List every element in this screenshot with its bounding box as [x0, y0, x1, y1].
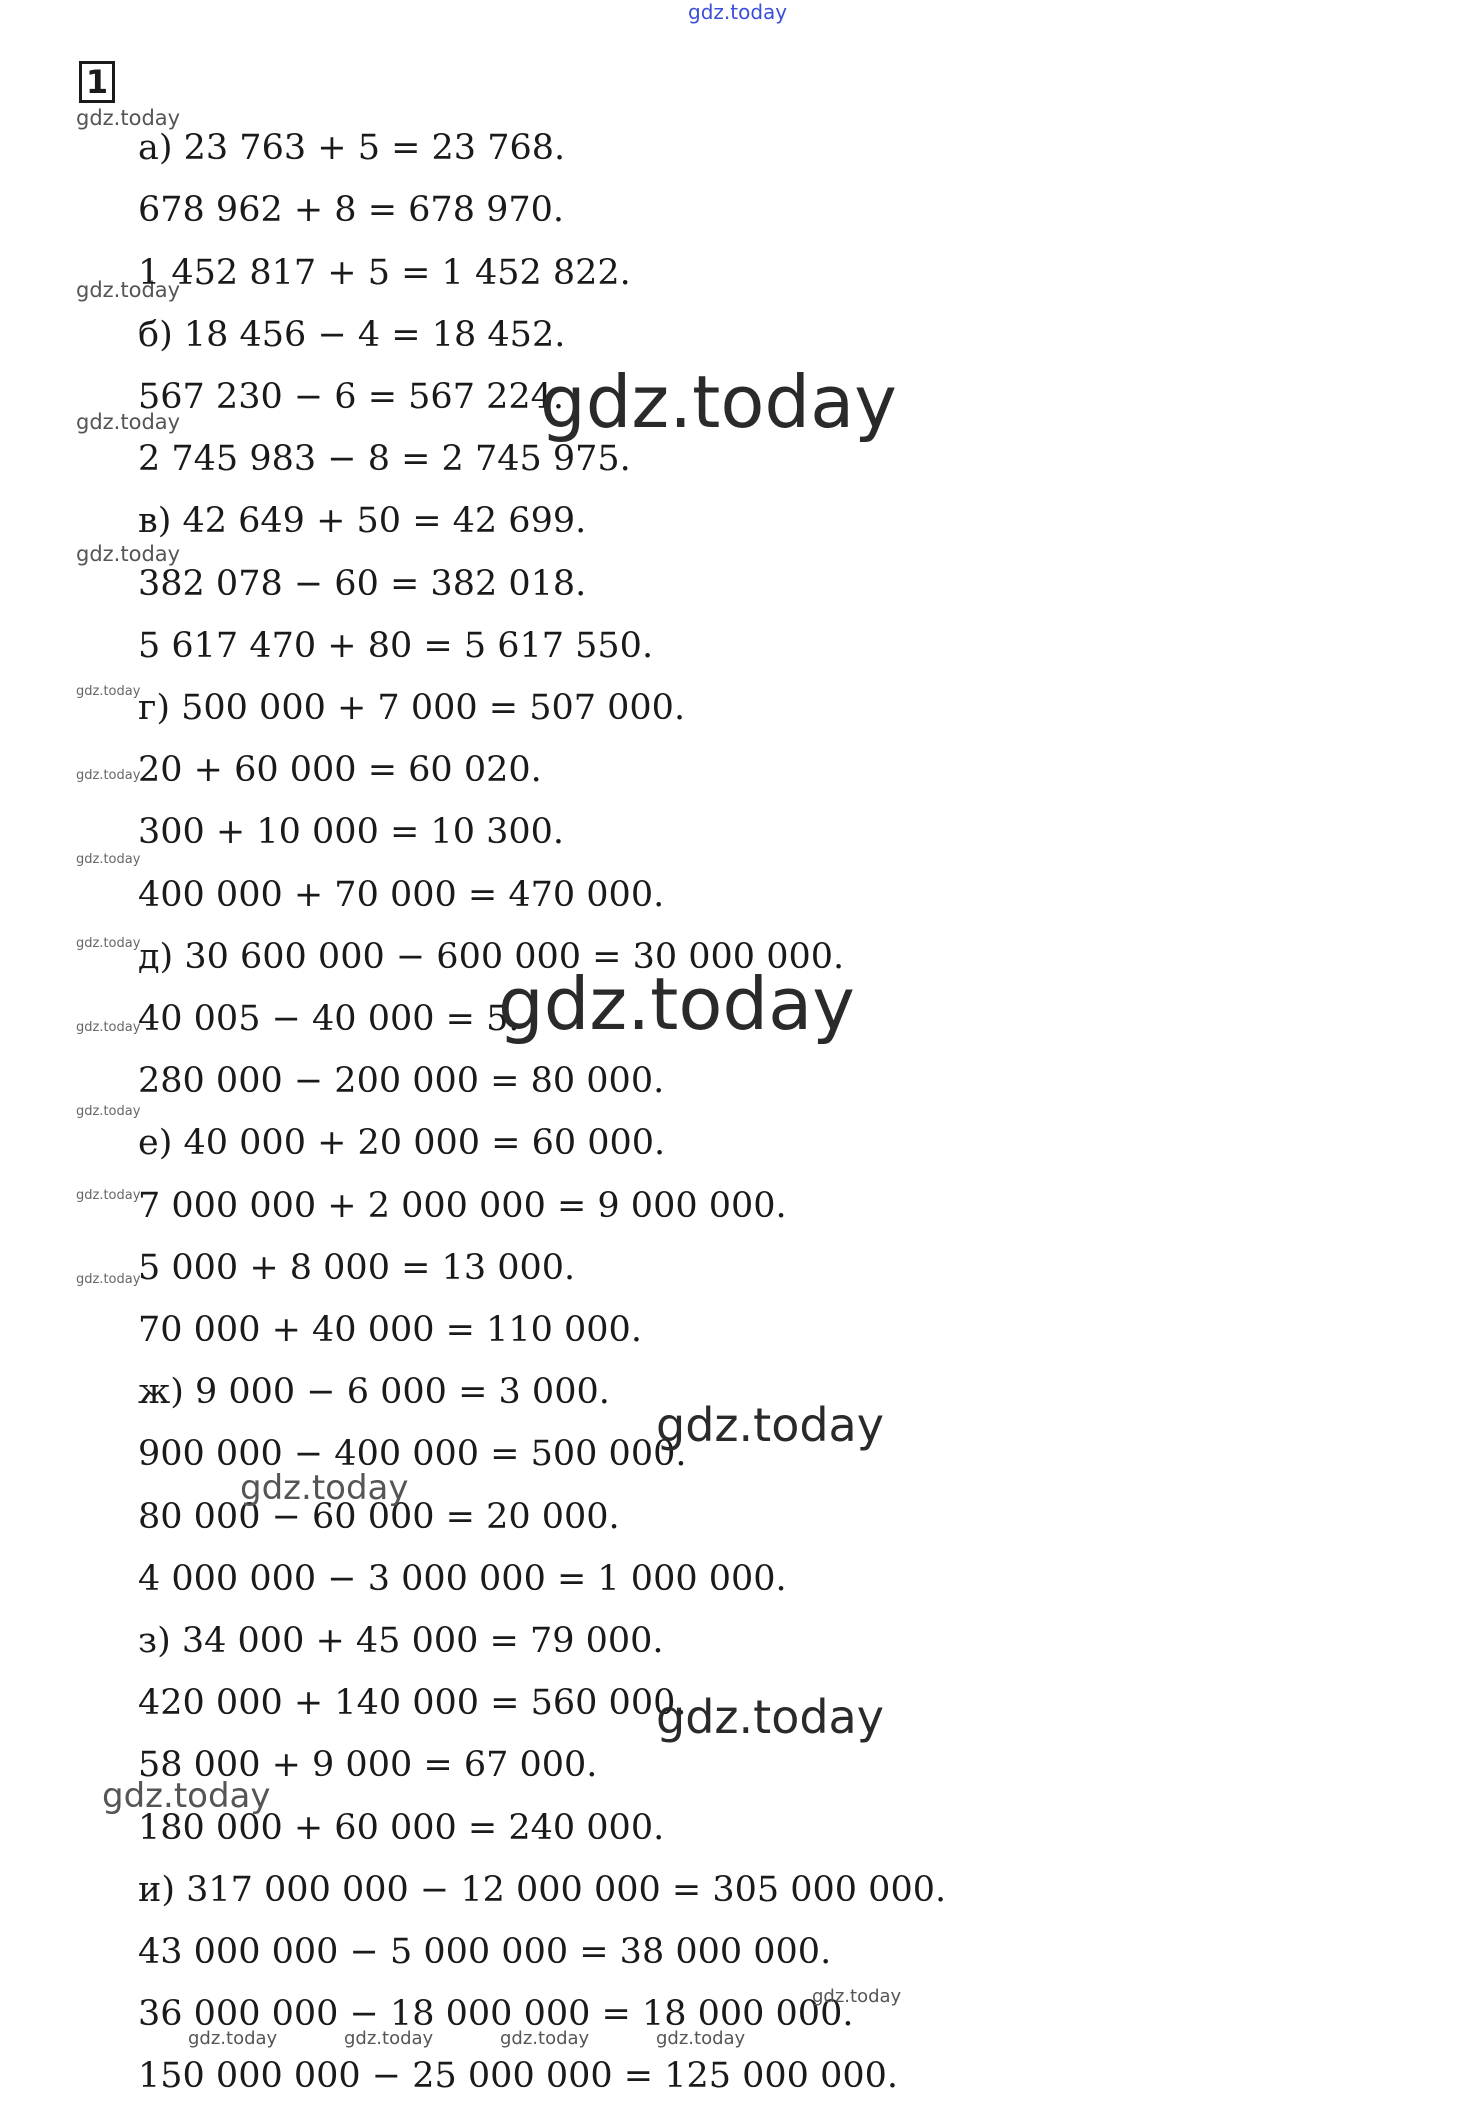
equation-line: 70 000 + 40 000 = 110 000.: [138, 1310, 642, 1350]
equation-line: 58 000 + 9 000 = 67 000.: [138, 1745, 598, 1785]
equation-line: 43 000 000 − 5 000 000 = 38 000 000.: [138, 1932, 832, 1972]
equation-line: 567 230 − 6 = 567 224.: [138, 377, 565, 417]
equation-line: 7 000 000 + 2 000 000 = 9 000 000.: [138, 1186, 787, 1226]
watermark-small: gdz.today: [76, 106, 181, 130]
equation-line: 2 745 983 − 8 = 2 745 975.: [138, 439, 631, 479]
watermark-small: gdz.today: [76, 410, 181, 434]
equation-line: 4 000 000 − 3 000 000 = 1 000 000.: [138, 1559, 787, 1599]
equation-line: г) 500 000 + 7 000 = 507 000.: [138, 688, 686, 728]
watermark-small: gdz.today: [76, 278, 181, 302]
equation-line: 420 000 + 140 000 = 560 000.: [138, 1683, 687, 1723]
equation-line: 900 000 − 400 000 = 500 000.: [138, 1434, 687, 1474]
watermark-footer: gdz.today: [812, 1986, 902, 2007]
watermark-tiny: gdz.today: [76, 1188, 141, 1203]
watermark-tiny: gdz.today: [76, 1104, 141, 1119]
watermark-footer: gdz.today: [656, 2028, 746, 2049]
equation-line: 36 000 000 − 18 000 000 = 18 000 000.: [138, 1994, 854, 2034]
top-watermark: gdz.today: [688, 0, 788, 24]
equation-line: а) 23 763 + 5 = 23 768.: [138, 128, 566, 168]
watermark-tiny: gdz.today: [76, 768, 141, 783]
watermark-tiny: gdz.today: [76, 852, 141, 867]
equation-line: 5 000 + 8 000 = 13 000.: [138, 1248, 576, 1288]
watermark-tiny: gdz.today: [76, 936, 141, 951]
watermark-footer: gdz.today: [344, 2028, 434, 2049]
task-number: 1: [79, 61, 115, 103]
watermark-tiny: gdz.today: [76, 1272, 141, 1287]
watermark-large: gdz.today: [498, 962, 855, 1046]
watermark-medium: gdz.today: [656, 1398, 884, 1452]
equation-line: 678 962 + 8 = 678 970.: [138, 190, 565, 230]
equation-line: 300 + 10 000 = 10 300.: [138, 812, 565, 852]
watermark-small: gdz.today: [76, 542, 181, 566]
watermark-tiny: gdz.today: [76, 1020, 141, 1035]
watermark-footer: gdz.today: [188, 2028, 278, 2049]
equation-line: з) 34 000 + 45 000 = 79 000.: [138, 1621, 664, 1661]
watermark-medium: gdz.today: [656, 1690, 884, 1744]
watermark-medium: gdz.today: [240, 1468, 409, 1508]
equation-line: 400 000 + 70 000 = 470 000.: [138, 875, 665, 915]
equation-line: 382 078 − 60 = 382 018.: [138, 564, 587, 604]
equation-line: б) 18 456 − 4 = 18 452.: [138, 315, 566, 355]
watermark-footer: gdz.today: [500, 2028, 590, 2049]
equation-line: и) 317 000 000 − 12 000 000 = 305 000 000.: [138, 1870, 947, 1910]
equation-line: 5 617 470 + 80 = 5 617 550.: [138, 626, 654, 666]
equation-line: 150 000 000 − 25 000 000 = 125 000 000.: [138, 2056, 899, 2096]
equation-line: 40 005 − 40 000 = 5.: [138, 999, 520, 1039]
equation-line: 1 452 817 + 5 = 1 452 822.: [138, 253, 631, 293]
equation-line: д) 30 600 000 − 600 000 = 30 000 000.: [138, 937, 845, 977]
equation-line: 280 000 − 200 000 = 80 000.: [138, 1061, 665, 1101]
watermark-tiny: gdz.today: [76, 684, 141, 699]
equation-line: е) 40 000 + 20 000 = 60 000.: [138, 1123, 666, 1163]
equation-line: 20 + 60 000 = 60 020.: [138, 750, 542, 790]
equation-line: ж) 9 000 − 6 000 = 3 000.: [138, 1372, 610, 1412]
watermark-large: gdz.today: [540, 360, 897, 444]
equation-line: 80 000 − 60 000 = 20 000.: [138, 1497, 620, 1537]
equation-line: в) 42 649 + 50 = 42 699.: [138, 501, 587, 541]
equation-line: 180 000 + 60 000 = 240 000.: [138, 1808, 665, 1848]
watermark-medium: gdz.today: [102, 1776, 271, 1816]
